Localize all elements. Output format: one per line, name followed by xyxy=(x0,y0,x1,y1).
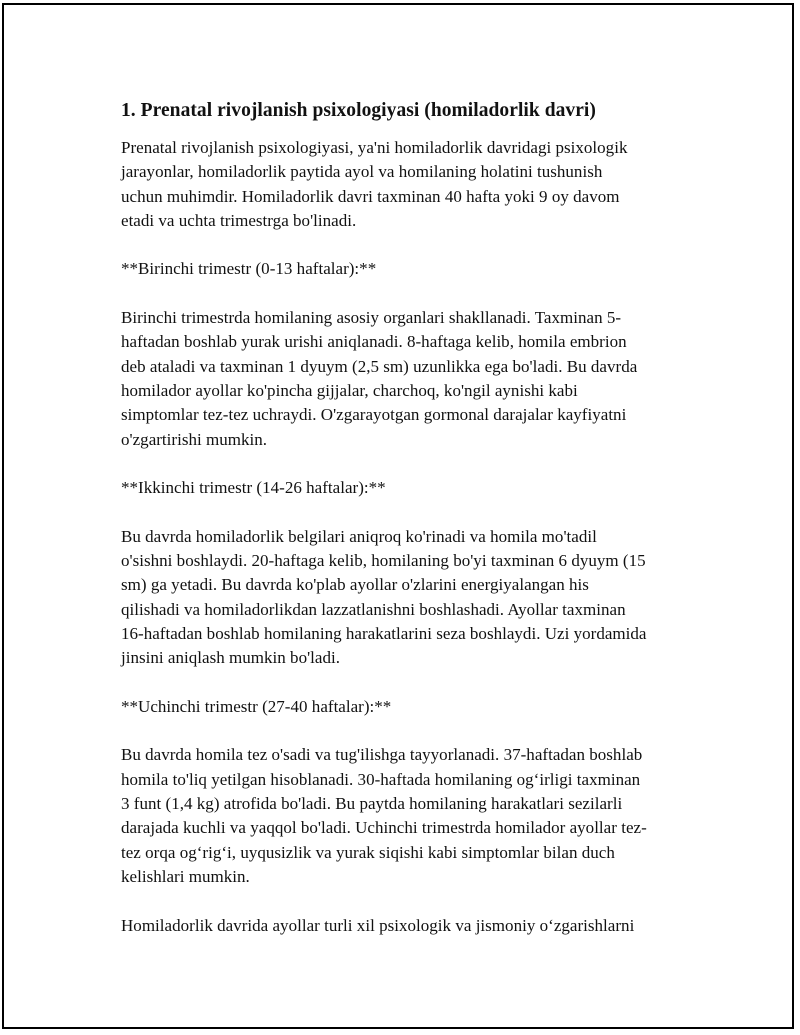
paragraph xyxy=(121,525,696,671)
text-line: **Birinchi trimestr (0-13 haftalar):** xyxy=(121,259,377,279)
text-line: haftadan boshlab yurak urishi aniqlanadi. 8-haftaga kelib, homila embrion xyxy=(121,332,627,352)
text-line: **Uchinchi trimestr (27-40 haftalar):** xyxy=(121,696,392,716)
spacer xyxy=(121,123,696,136)
text-line: **Ikkinchi trimestr (14-26 haftalar):** xyxy=(121,478,386,498)
text-line: homilador ayollar ko'pincha gijjalar, charchoq, ko'ngil aynishi kabi xyxy=(121,380,578,400)
paragraph-spacer xyxy=(121,719,696,743)
text-line: jarayonlar, homiladorlik paytida ayol va homilaning holatini tushunish xyxy=(121,162,603,182)
page-frame xyxy=(2,3,794,1029)
text-line: deb ataladi va taxminan 1 dyuym (2,5 sm) uzunlikka ega bo'ladi. Bu davrda xyxy=(121,356,638,376)
text-line: uchun muhimdir. Homiladorlik davri taxminan 40 hafta yoki 9 oy davom xyxy=(121,186,620,206)
text-line: kelishlari mumkin. xyxy=(121,866,250,886)
paragraph-spacer xyxy=(121,282,696,306)
text-line: tez orqa og‘rig‘i, uyqusizlik va yurak siqishi kabi simptomlar bilan duch xyxy=(121,842,615,862)
text-line: Bu davrda homila tez o'sadi va tug'ilishga tayyorlanadi. 37-haftadan boshlab xyxy=(121,745,643,765)
text-line: 3 funt (1,4 kg) atrofida bo'ladi. Bu paytda homilaning harakatlari sezilarli xyxy=(121,794,623,814)
text-line: etadi va uchta trimestrga bo'linadi. xyxy=(121,210,357,230)
paragraph-list xyxy=(121,136,696,938)
text-line: jinsini aniqlash mumkin bo'ladi. xyxy=(121,648,341,668)
section-heading xyxy=(121,476,696,500)
paragraph xyxy=(121,914,696,938)
paragraph xyxy=(121,743,696,889)
paragraph xyxy=(121,306,696,452)
document-title: 1. Prenatal rivojlanish psixologiyasi (homiladorlik davri) xyxy=(121,100,596,121)
text-line: sm) ga yetadi. Bu davrda ko'plab ayollar o'zlarini energiyalangan his xyxy=(121,575,589,595)
text-line: 16-haftadan boshlab homilaning harakatlarini seza boshlaydi. Uzi yordamida xyxy=(121,623,647,643)
text-line: Bu davrda homiladorlik belgilari aniqroq ko'rinadi va homila mo'tadil xyxy=(121,526,597,546)
text-line: Birinchi trimestrda homilaning asosiy organlari shakllanadi. Taxminan 5- xyxy=(121,308,622,328)
text-line: qilishadi va homiladorlikdan lazzatlanishni boshlashadi. Ayollar taxminan xyxy=(121,599,626,619)
paragraph-spacer xyxy=(121,889,696,913)
text-line: Homiladorlik davrida ayollar turli xil psixologik va jismoniy o‘zgarishlarni xyxy=(121,915,635,935)
paragraph-spacer xyxy=(121,500,696,524)
text-line: simptomlar tez-tez uchraydi. O'zgarayotgan gormonal darajalar kayfiyatni xyxy=(121,405,627,425)
text-line: o'sishni boshlaydi. 20-haftaga kelib, homilaning bo'yi taxminan 6 dyuym (15 xyxy=(121,551,646,571)
text-line: darajada kuchli va yaqqol bo'ladi. Uchinchi trimestrda homilador ayollar tez- xyxy=(121,818,647,838)
paragraph-spacer xyxy=(121,233,696,257)
paragraph-spacer xyxy=(121,671,696,695)
section-heading xyxy=(121,257,696,281)
document-body xyxy=(121,99,696,938)
paragraph-spacer xyxy=(121,452,696,476)
text-line: o'zgartirishi mumkin. xyxy=(121,429,268,449)
section-heading xyxy=(121,695,696,719)
text-line: Prenatal rivojlanish psixologiyasi, ya'ni homiladorlik davridagi psixologik xyxy=(121,138,628,157)
paragraph xyxy=(121,136,696,233)
text-line: homila to'liq yetilgan hisoblanadi. 30-haftada homilaning og‘irligi taxminan xyxy=(121,769,641,789)
